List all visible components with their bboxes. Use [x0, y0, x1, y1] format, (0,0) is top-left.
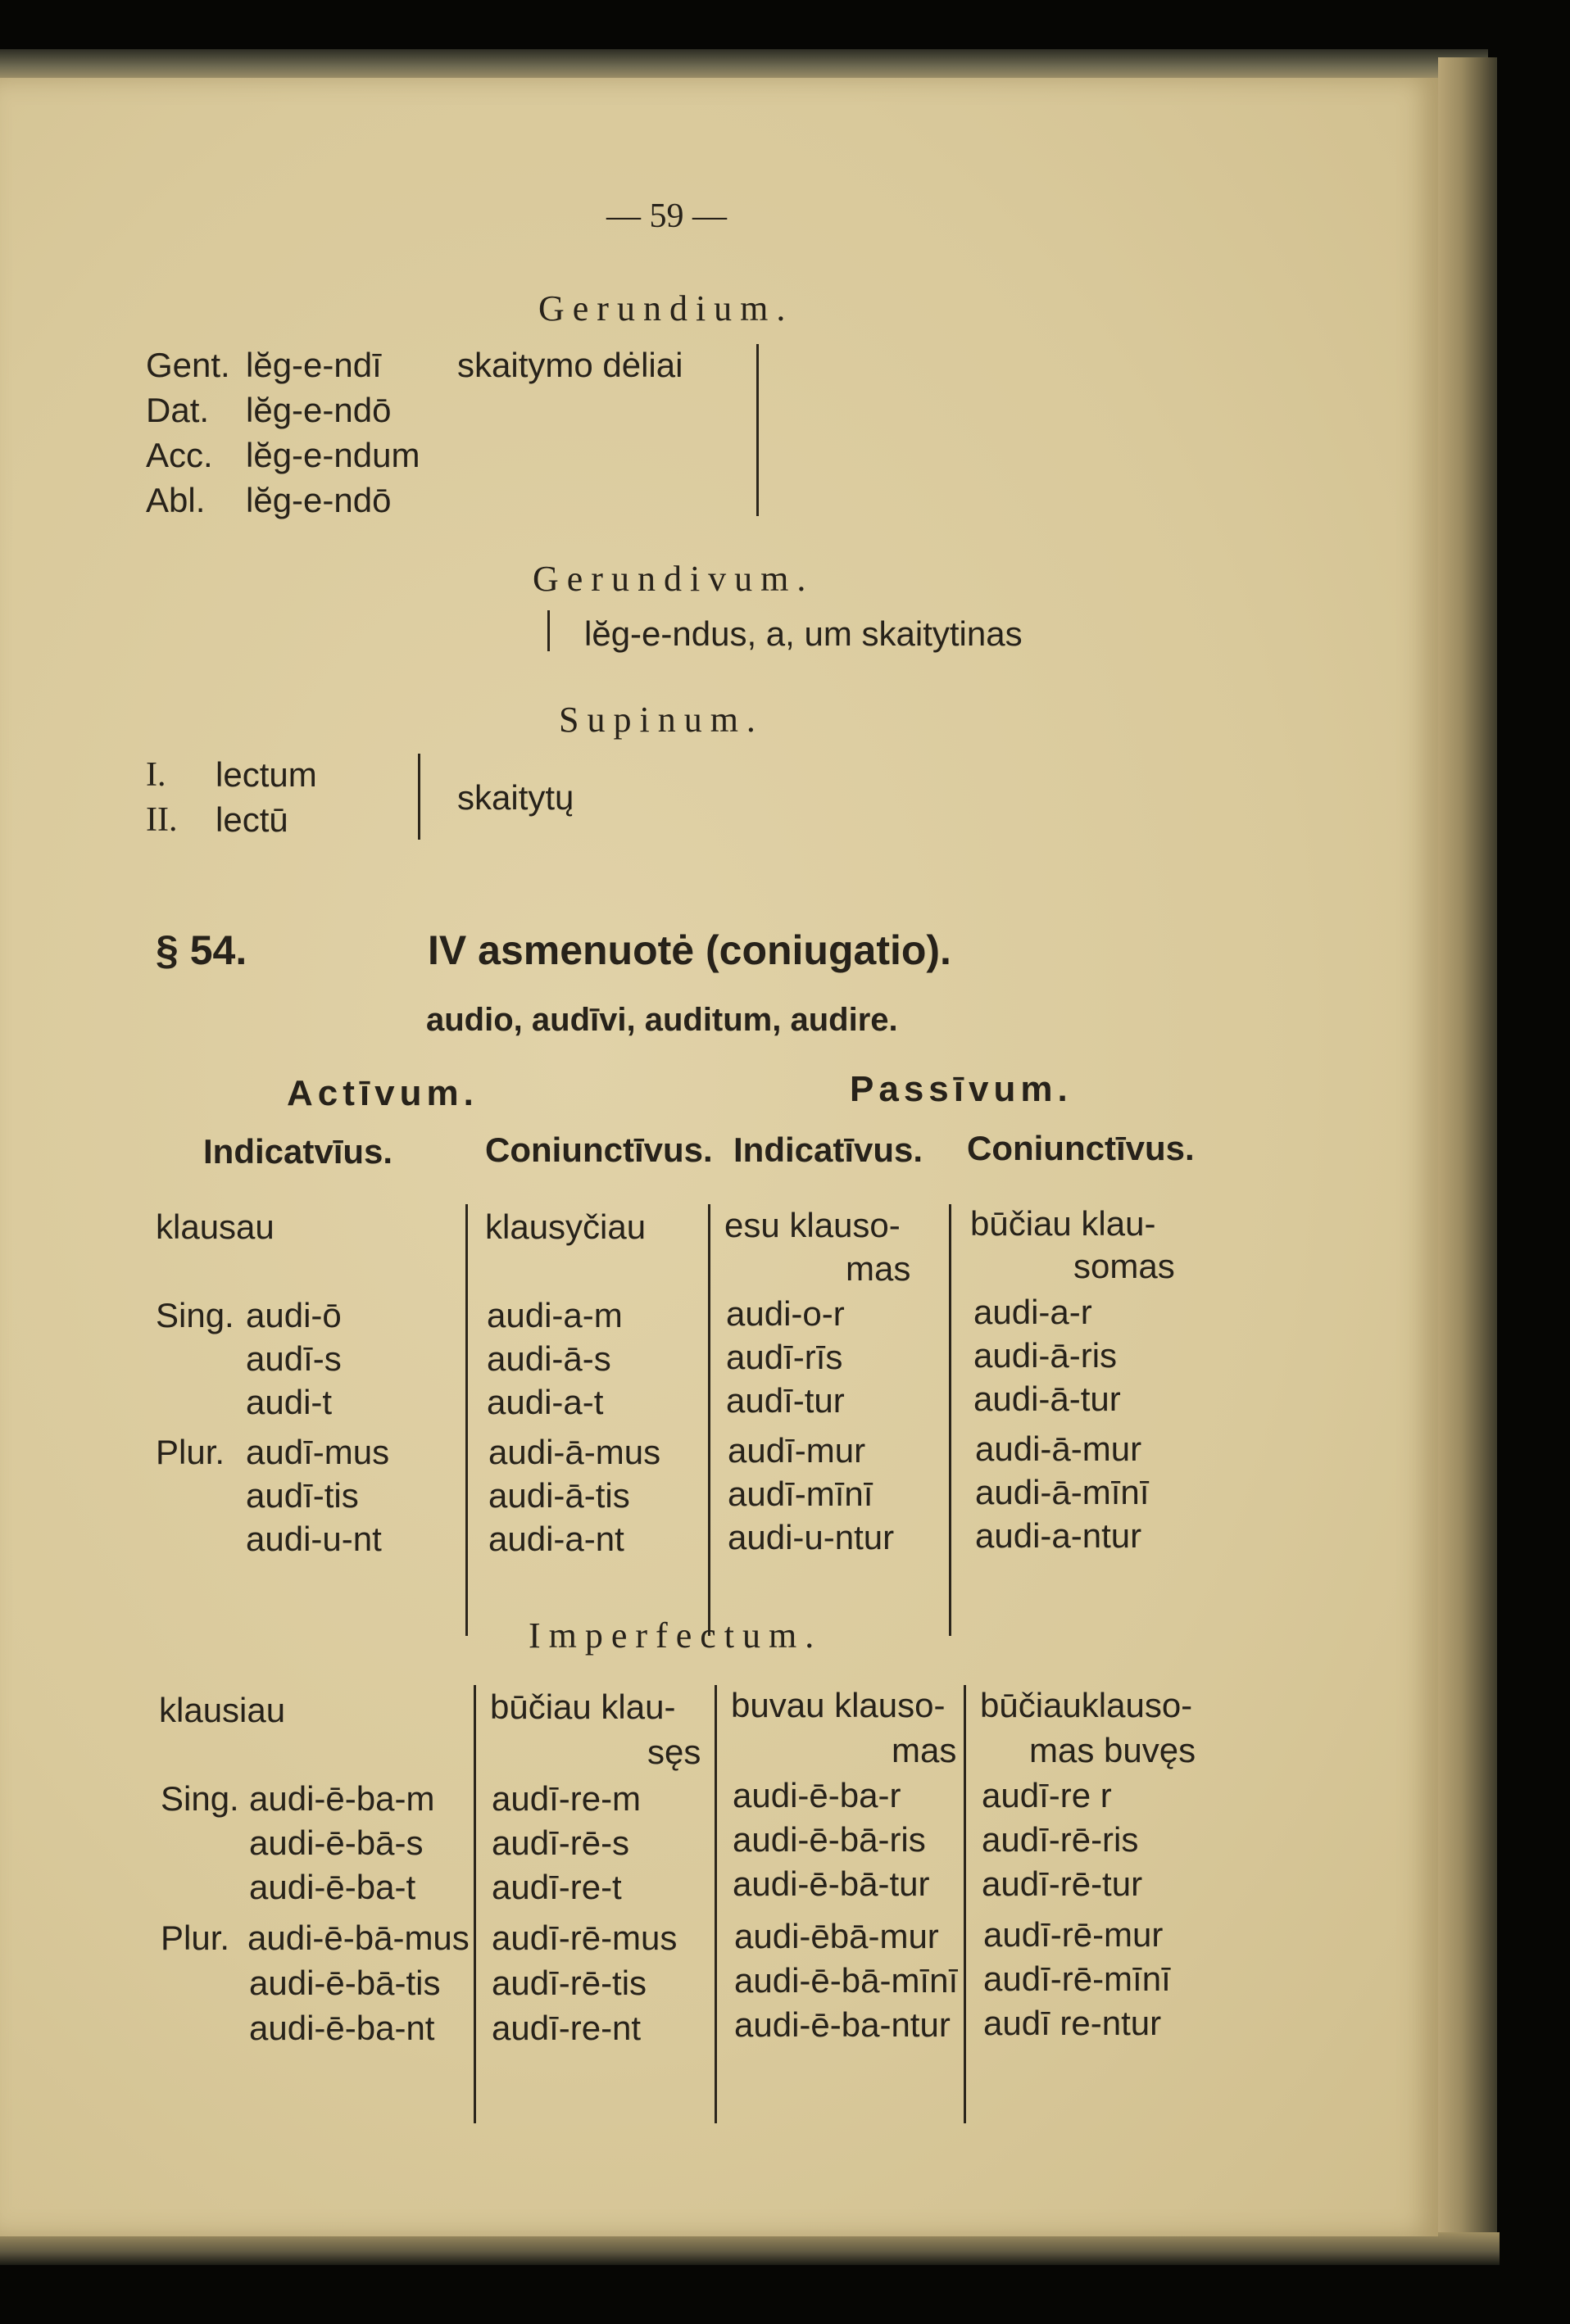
- active-indicative-heading: Indicatvīus.: [203, 1132, 393, 1171]
- present-active-conj-6: audi-a-nt: [488, 1520, 624, 1558]
- supinum-form-2: lectū: [216, 800, 288, 839]
- book-bottom-edge: [0, 2232, 1500, 2265]
- column-divider: [964, 1685, 966, 2123]
- column-divider: [715, 1685, 717, 2123]
- column-divider: [949, 1204, 951, 1636]
- imperf-meaning-active-conj-cont: sęs: [647, 1733, 701, 1771]
- imperf-active-ind-1: audi-ē-ba-m: [249, 1779, 435, 1818]
- present-passive-ind-1: audi-o-r: [726, 1294, 845, 1333]
- imperf-passive-conj-3: audī-rē-tur: [982, 1864, 1143, 1903]
- present-active-ind-1: audi-ō: [246, 1296, 342, 1334]
- present-passive-conj-4: audi-ā-mur: [975, 1429, 1142, 1468]
- gerundivum-heading: Gerundivum.: [533, 559, 814, 599]
- gerundium-form-acc: lĕg-e-ndum: [246, 436, 420, 474]
- supinum-num-1: I.: [146, 756, 166, 794]
- section-number: § 54.: [156, 927, 247, 973]
- imperf-active-conj-5: audī-rē-tis: [492, 1964, 647, 2002]
- imperf-active-conj-3: audī-re-t: [492, 1868, 622, 1906]
- divider-line: [547, 610, 550, 651]
- imperf-active-ind-2: audi-ē-bā-s: [249, 1823, 424, 1862]
- imperf-passive-ind-5: audi-ē-bā-mīnī: [734, 1961, 959, 2000]
- present-active-conj-5: audi-ā-tis: [488, 1476, 630, 1515]
- present-sing-label: Sing.: [156, 1296, 234, 1334]
- present-passive-ind-5: audī-mīnī: [728, 1475, 873, 1513]
- gerundivum-text: lĕg-e-ndus, a, um skaitytinas: [584, 614, 1023, 653]
- gerundium-case-acc: Acc.: [146, 436, 213, 474]
- present-active-ind-3: audi-t: [246, 1383, 333, 1421]
- imperf-meaning-passive-ind: buvau klauso-: [731, 1686, 946, 1724]
- imperf-meaning-active-ind: klausiau: [159, 1691, 286, 1729]
- imperf-passive-ind-6: audi-ē-ba-ntur: [734, 2005, 951, 2044]
- active-voice-heading: Actīvum.: [287, 1073, 479, 1113]
- imperf-sing-label: Sing.: [161, 1779, 239, 1818]
- present-active-ind-2: audī-s: [246, 1339, 342, 1378]
- present-passive-ind-2: audī-rīs: [726, 1338, 843, 1376]
- imperf-active-ind-6: audi-ē-ba-nt: [249, 2009, 435, 2047]
- book-fore-edge: [1438, 57, 1497, 2236]
- present-passive-conj-2: audi-ā-ris: [973, 1336, 1118, 1375]
- present-passive-conj-5: audi-ā-mīnī: [975, 1473, 1150, 1511]
- column-divider: [474, 1685, 476, 2123]
- present-meaning-passive-ind: esu klauso-: [724, 1206, 901, 1244]
- imperf-meaning-active-conj: būčiau klau-: [490, 1688, 676, 1726]
- imperf-meaning-passive-ind-cont: mas: [892, 1731, 957, 1769]
- supinum-num-2: II.: [146, 801, 178, 839]
- imperfectum-heading: Imperfectum.: [529, 1615, 823, 1656]
- present-meaning-active-conj: klausyčiau: [485, 1207, 647, 1246]
- principal-parts: audio, audīvi, auditum, audire.: [426, 1002, 898, 1038]
- imperf-passive-ind-1: audi-ē-ba-r: [733, 1776, 901, 1814]
- imperf-plur-label: Plur.: [161, 1919, 230, 1957]
- imperf-meaning-passive-conj-cont: mas buvęs: [1029, 1731, 1196, 1769]
- present-active-ind-5: audī-tis: [246, 1476, 359, 1515]
- present-passive-ind-4: audī-mur: [728, 1431, 866, 1470]
- passive-voice-heading: Passīvum.: [850, 1069, 1073, 1109]
- imperf-active-ind-3: audi-ē-ba-t: [249, 1868, 416, 1906]
- present-plur-label: Plur.: [156, 1433, 225, 1471]
- gerundium-heading: Gerundium.: [538, 288, 794, 328]
- gerundium-form-gent: lĕg-e-ndī: [246, 346, 382, 384]
- gerundium-case-gent: Gent.: [146, 346, 230, 384]
- book-top-edge: [0, 49, 1488, 80]
- supinum-form-1: lectum: [216, 755, 317, 794]
- imperf-passive-conj-6: audī re-ntur: [983, 2004, 1162, 2042]
- supinum-heading: Supinum.: [559, 700, 764, 740]
- column-divider: [708, 1204, 710, 1636]
- present-active-ind-4: audī-mus: [246, 1433, 390, 1471]
- divider-line: [418, 754, 420, 840]
- present-meaning-passive-conj-cont: somas: [1073, 1247, 1175, 1285]
- present-passive-conj-3: audi-ā-tur: [973, 1379, 1121, 1418]
- gerundium-form-dat: lĕg-e-ndō: [246, 391, 392, 429]
- column-divider: [465, 1204, 468, 1636]
- imperf-active-conj-2: audī-rē-s: [492, 1823, 630, 1862]
- divider-line: [756, 344, 759, 516]
- present-active-conj-4: audi-ā-mus: [488, 1433, 661, 1471]
- gerundium-form-abl: lĕg-e-ndō: [246, 481, 392, 519]
- present-passive-ind-6: audi-u-ntur: [728, 1518, 895, 1556]
- page-number: — 59 —: [606, 197, 727, 235]
- present-active-conj-2: audi-ā-s: [487, 1339, 611, 1378]
- imperf-passive-ind-3: audi-ē-bā-tur: [733, 1864, 930, 1903]
- present-active-conj-1: audi-a-m: [487, 1296, 623, 1334]
- imperf-passive-ind-2: audi-ē-bā-ris: [733, 1820, 926, 1859]
- imperf-active-conj-4: audī-rē-mus: [492, 1919, 678, 1957]
- present-meaning-active-ind: klausau: [156, 1207, 275, 1246]
- gerundium-translation: skaitymo dėliai: [457, 346, 683, 384]
- imperf-meaning-passive-conj: būčiauklauso-: [980, 1686, 1193, 1724]
- present-meaning-passive-conj: būčiau klau-: [970, 1204, 1156, 1243]
- section-title: IV asmenuotė (coniugatio).: [428, 927, 951, 973]
- present-passive-conj-1: audi-a-r: [973, 1293, 1092, 1331]
- imperf-active-conj-6: audī-re-nt: [492, 2009, 642, 2047]
- imperf-active-ind-4: audi-ē-bā-mus: [247, 1919, 470, 1957]
- present-meaning-passive-ind-cont: mas: [846, 1249, 911, 1288]
- imperf-active-conj-1: audī-re-m: [492, 1779, 642, 1818]
- passive-indicative-heading: Indicatīvus.: [733, 1130, 923, 1169]
- book-page: [0, 78, 1438, 2236]
- imperf-passive-ind-4: audi-ēbā-mur: [734, 1917, 939, 1955]
- gerundium-case-dat: Dat.: [146, 391, 210, 429]
- supinum-translation: skaitytų: [457, 778, 574, 817]
- present-active-conj-3: audi-a-t: [487, 1383, 604, 1421]
- gerundium-case-abl: Abl.: [146, 481, 206, 519]
- present-passive-ind-3: audī-tur: [726, 1381, 845, 1420]
- present-passive-conj-6: audi-a-ntur: [975, 1516, 1142, 1555]
- imperf-passive-conj-4: audī-rē-mur: [983, 1915, 1164, 1954]
- imperf-active-ind-5: audi-ē-bā-tis: [249, 1964, 441, 2002]
- present-active-ind-6: audi-u-nt: [246, 1520, 382, 1558]
- passive-conjunctive-heading: Coniunctīvus.: [967, 1129, 1195, 1167]
- imperf-passive-conj-5: audī-rē-mīnī: [983, 1959, 1171, 1998]
- imperf-passive-conj-1: audī-re r: [982, 1776, 1112, 1814]
- active-conjunctive-heading: Coniunctīvus.: [485, 1130, 713, 1169]
- imperf-passive-conj-2: audī-rē-ris: [982, 1820, 1139, 1859]
